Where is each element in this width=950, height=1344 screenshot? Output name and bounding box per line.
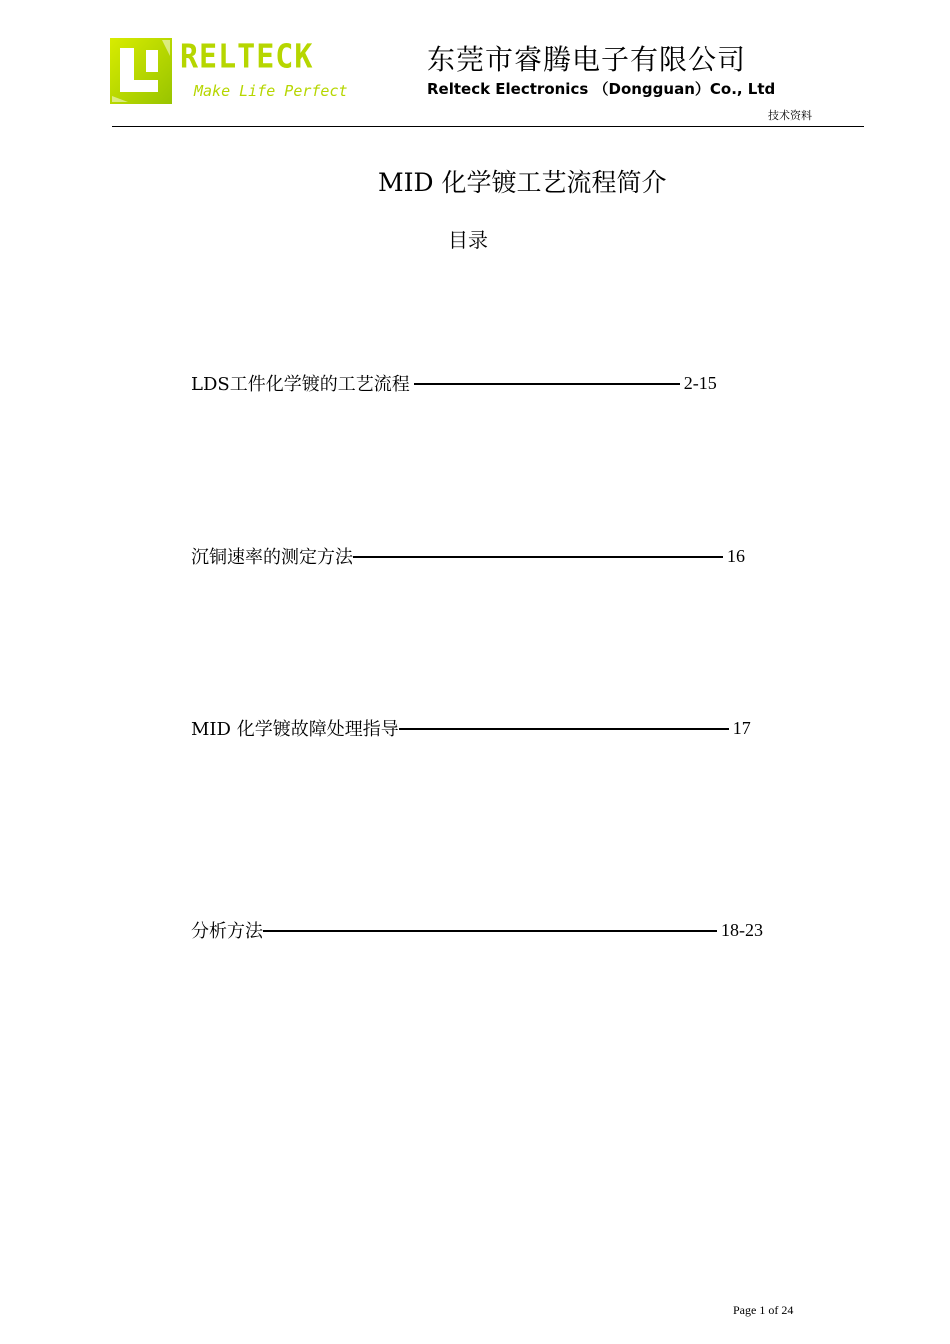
page-footer: Page 1 of 24	[733, 1303, 794, 1317]
toc-leader-line	[414, 383, 680, 385]
toc-entry-label: MID 化学镀故障处理指导	[191, 719, 399, 740]
toc-leader-line	[263, 930, 717, 932]
toc-entry-label: 分析方法	[191, 921, 263, 942]
toc-entry-page: 16	[727, 545, 745, 566]
toc-entry-label: 沉铜速率的测定方法	[191, 547, 353, 568]
toc-entry-label: LDS工件化学镀的工艺流程	[191, 374, 410, 395]
document-type-label: 技术资料	[768, 109, 812, 122]
toc-leader-line	[399, 728, 729, 730]
document-title: MID 化学镀工艺流程简介	[378, 168, 667, 197]
toc-entry-page: 18-23	[721, 919, 763, 940]
brand-slogan: Make Life Perfect	[194, 82, 348, 100]
toc-heading: 目录	[448, 228, 488, 252]
header-divider	[112, 126, 864, 127]
toc-entry[interactable]	[191, 370, 717, 396]
company-name-chinese: 东莞市睿腾电子有限公司	[427, 43, 747, 76]
toc-entry-page: 2-15	[683, 372, 717, 393]
company-name-english: Relteck Electronics （Dongguan）Co., Ltd	[427, 80, 776, 98]
toc-entry[interactable]	[191, 917, 763, 943]
toc-entry[interactable]	[191, 543, 745, 569]
toc-entry[interactable]	[191, 715, 751, 741]
company-logo	[110, 38, 350, 106]
toc-leader-line	[353, 556, 723, 558]
toc-entry-page: 17	[732, 717, 751, 738]
logo-mark-icon	[110, 38, 172, 104]
brand-name: RELTECK	[180, 38, 314, 77]
